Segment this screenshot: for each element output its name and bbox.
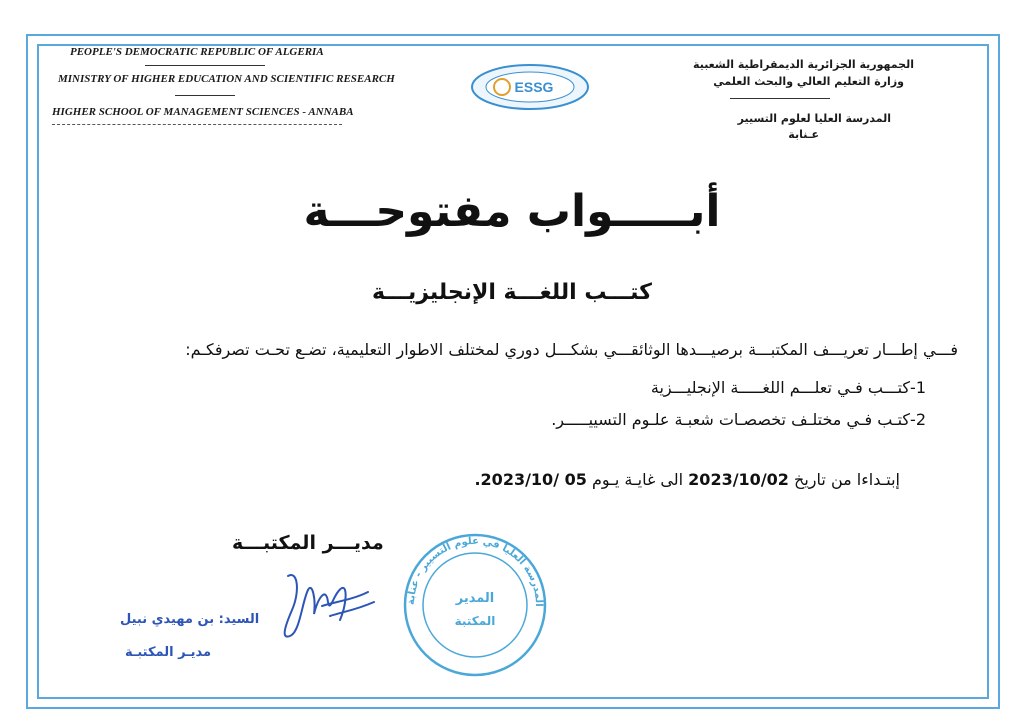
stamp-center-top: المدير (455, 591, 495, 606)
header-en-school: HIGHER SCHOOL OF MANAGEMENT SCIENCES - ANNABA (52, 106, 354, 118)
event-dates (474, 470, 900, 489)
header-divider (145, 65, 265, 66)
signatory-name: السيد: بن مهيدي نبيل (120, 612, 260, 627)
signatory-role: مديـر المكتبـة (125, 645, 212, 660)
date-end: 05 /2023/10. (474, 470, 587, 489)
signatory-title: مديـــر المكتبـــة (232, 532, 384, 554)
header-ar-school: المدرسة العليا لعلوم التسيير (737, 112, 891, 125)
header-ar-ministry: وزارة التعليم العالي والبحث العلمي (713, 75, 904, 88)
school-logo (470, 63, 590, 111)
header-ar-country: الجمهورية الجزائرية الديمقراطية الشعبية (693, 58, 914, 71)
header-divider (175, 95, 235, 96)
dates-prefix: إبتـداءا من تاريخ (794, 470, 900, 489)
page-subtitle: كتـــب اللغـــة الإنجليزيـــة (372, 280, 652, 305)
intro-paragraph: فـــي إطـــار تعريـــف المكتبـــة برصيـــدها الوثائقـــي بشكـــل دوري لمختلف الاطوار التعليمية، تضـع تحـت تصرفكـم: (185, 340, 958, 359)
list-item: 2-كتـب فـي مختلـف تخصصـات شعبـة علـوم التسييـــــر. (551, 410, 926, 429)
handwritten-signature (270, 562, 380, 652)
official-stamp (400, 530, 550, 680)
stamp-center-bottom: المكتبة (454, 614, 496, 628)
list-item: 1-كتـــب فـي تعلـــم اللغـــــة الإنجليـــزية (650, 378, 926, 397)
header-en-ministry: MINISTRY OF HIGHER EDUCATION AND SCIENTIFIC RESEARCH (58, 73, 395, 85)
page-title: أبـــــواب مفتوحـــة (303, 186, 721, 237)
header-en-country: PEOPLE'S DEMOCRATIC REPUBLIC OF ALGERIA (70, 46, 324, 58)
header-divider (730, 98, 830, 99)
header-divider (52, 124, 342, 125)
logo-text: ESSG (514, 79, 554, 95)
stamp-ring-text: المدرسة العليا في علوم التسيير - عنابة (405, 535, 545, 607)
dates-middle: الى غايـة يـوم (591, 470, 684, 489)
header-ar-city: عـنابة (788, 128, 819, 141)
date-start: 2023/10/02 (688, 470, 789, 489)
